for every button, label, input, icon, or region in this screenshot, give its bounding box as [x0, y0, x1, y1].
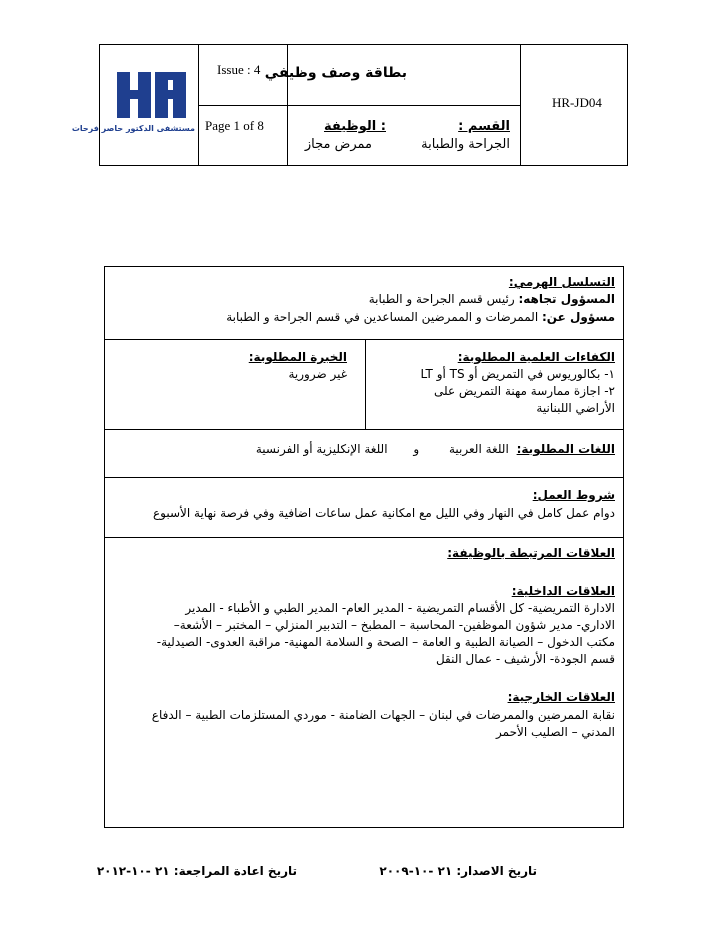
relations-section — [105, 538, 623, 829]
page-number: Page 1 of 8 — [205, 118, 264, 133]
hospital-logo-icon — [111, 54, 191, 154]
hierarchy-section — [105, 267, 623, 340]
internal-relations-title: العلاقات الداخلية: — [511, 584, 615, 598]
external-relations-line-2: المدني – الصليب الأحمر — [496, 725, 615, 739]
hospital-logo — [71, 54, 195, 154]
qualification-line-2: ٢- اجازة ممارسة مهنة التمريض على — [433, 384, 615, 398]
external-relations-title: العلاقات الخارجية: — [507, 690, 615, 704]
responsible-for — [226, 310, 615, 324]
responsible-to-label: المسؤول تجاهه: — [518, 292, 615, 306]
experience-title: الخبرة المطلوبة: — [248, 350, 347, 364]
document-code: HR-JD04 — [552, 95, 602, 110]
languages-section — [105, 430, 623, 478]
work-conditions-text: دوام عمل كامل في النهار وفي الليل مع امكانية عمل ساعات اضافية وفي فرصة نهاية الأسبوع — [153, 506, 615, 520]
review-date: تاريخ اعادة المراجعة: ٢١ -١٠-٢٠١٢ — [96, 864, 297, 878]
language-english-french: اللغة الإنكليزية أو الفرنسية — [255, 442, 388, 456]
issue-number: Issue : 4 — [217, 62, 261, 77]
hierarchy-title: التسلسل الهرمي: — [508, 275, 615, 289]
issue-date: تاريخ الاصدار: ٢١ -١٠-٢٠٠٩ — [379, 864, 537, 878]
internal-relations-line-1: الادارة التمريضية- كل الأقسام التمريضية - المدير العام- المدير الطبي و الأطباء - المدير — [185, 601, 615, 615]
job-value: ممرض مجاز — [304, 137, 372, 152]
responsible-for-label: مسؤول عن: — [541, 310, 615, 324]
qualification-line-1: ١- بكالوريوس في التمريض أو TS أو LT — [420, 367, 615, 381]
logo-caption: مستشفى الدكتور حاصر فرحات — [71, 124, 195, 133]
work-conditions-title: شروط العمل: — [532, 488, 615, 502]
job-label: : الوظيفة — [323, 119, 386, 134]
languages-row — [256, 442, 615, 456]
header-table — [71, 44, 628, 166]
languages-label: اللغات المطلوبة: — [516, 442, 615, 456]
relations-title: العلاقات المرتبطة بالوظيفة: — [447, 546, 615, 560]
internal-relations-line-2: الاداري- مدير شؤون الموظفين- المحاسبة – المطبخ – التدبير المنزلي – المختبر – الأشعة– — [173, 618, 615, 632]
department-label: القسم : — [458, 119, 510, 134]
external-relations-line-1: نقابة الممرضين والممرضات في لبنان – الجهات الضامنة - موردي المستلزمات الطبية – الدفاع — [151, 708, 615, 722]
language-arabic: اللغة العربية — [448, 442, 509, 456]
qualifications-title: الكفاءات العلمية المطلوبة: — [457, 350, 615, 364]
qualification-line-3: الأراضي اللبنانية — [536, 401, 615, 415]
languages-and: و — [413, 442, 420, 456]
internal-relations-line-3: مكتب الدخول – الصيانة الطبية و العامة – الصحة و السلامة المهنية- مراقبة العدوى- الصيدلية- — [156, 635, 615, 649]
internal-relations-line-4: قسم الجودة- الأرشيف - عمال النقل — [435, 652, 615, 666]
experience-value: غير ضرورية — [288, 367, 347, 381]
department-value: الجراحة والطبابة — [421, 137, 510, 152]
responsible-to — [369, 292, 615, 306]
qualifications-section — [105, 340, 623, 430]
responsible-for-value: الممرضات و الممرضين المساعدين في قسم الجراحة و الطبابة — [226, 310, 542, 324]
responsible-to-value: رئيس قسم الجراحة و الطبابة — [368, 292, 519, 306]
work-conditions-section — [105, 478, 623, 538]
card-title: بطاقة وصف وظيفي — [264, 65, 407, 81]
job-description-table — [104, 266, 624, 828]
